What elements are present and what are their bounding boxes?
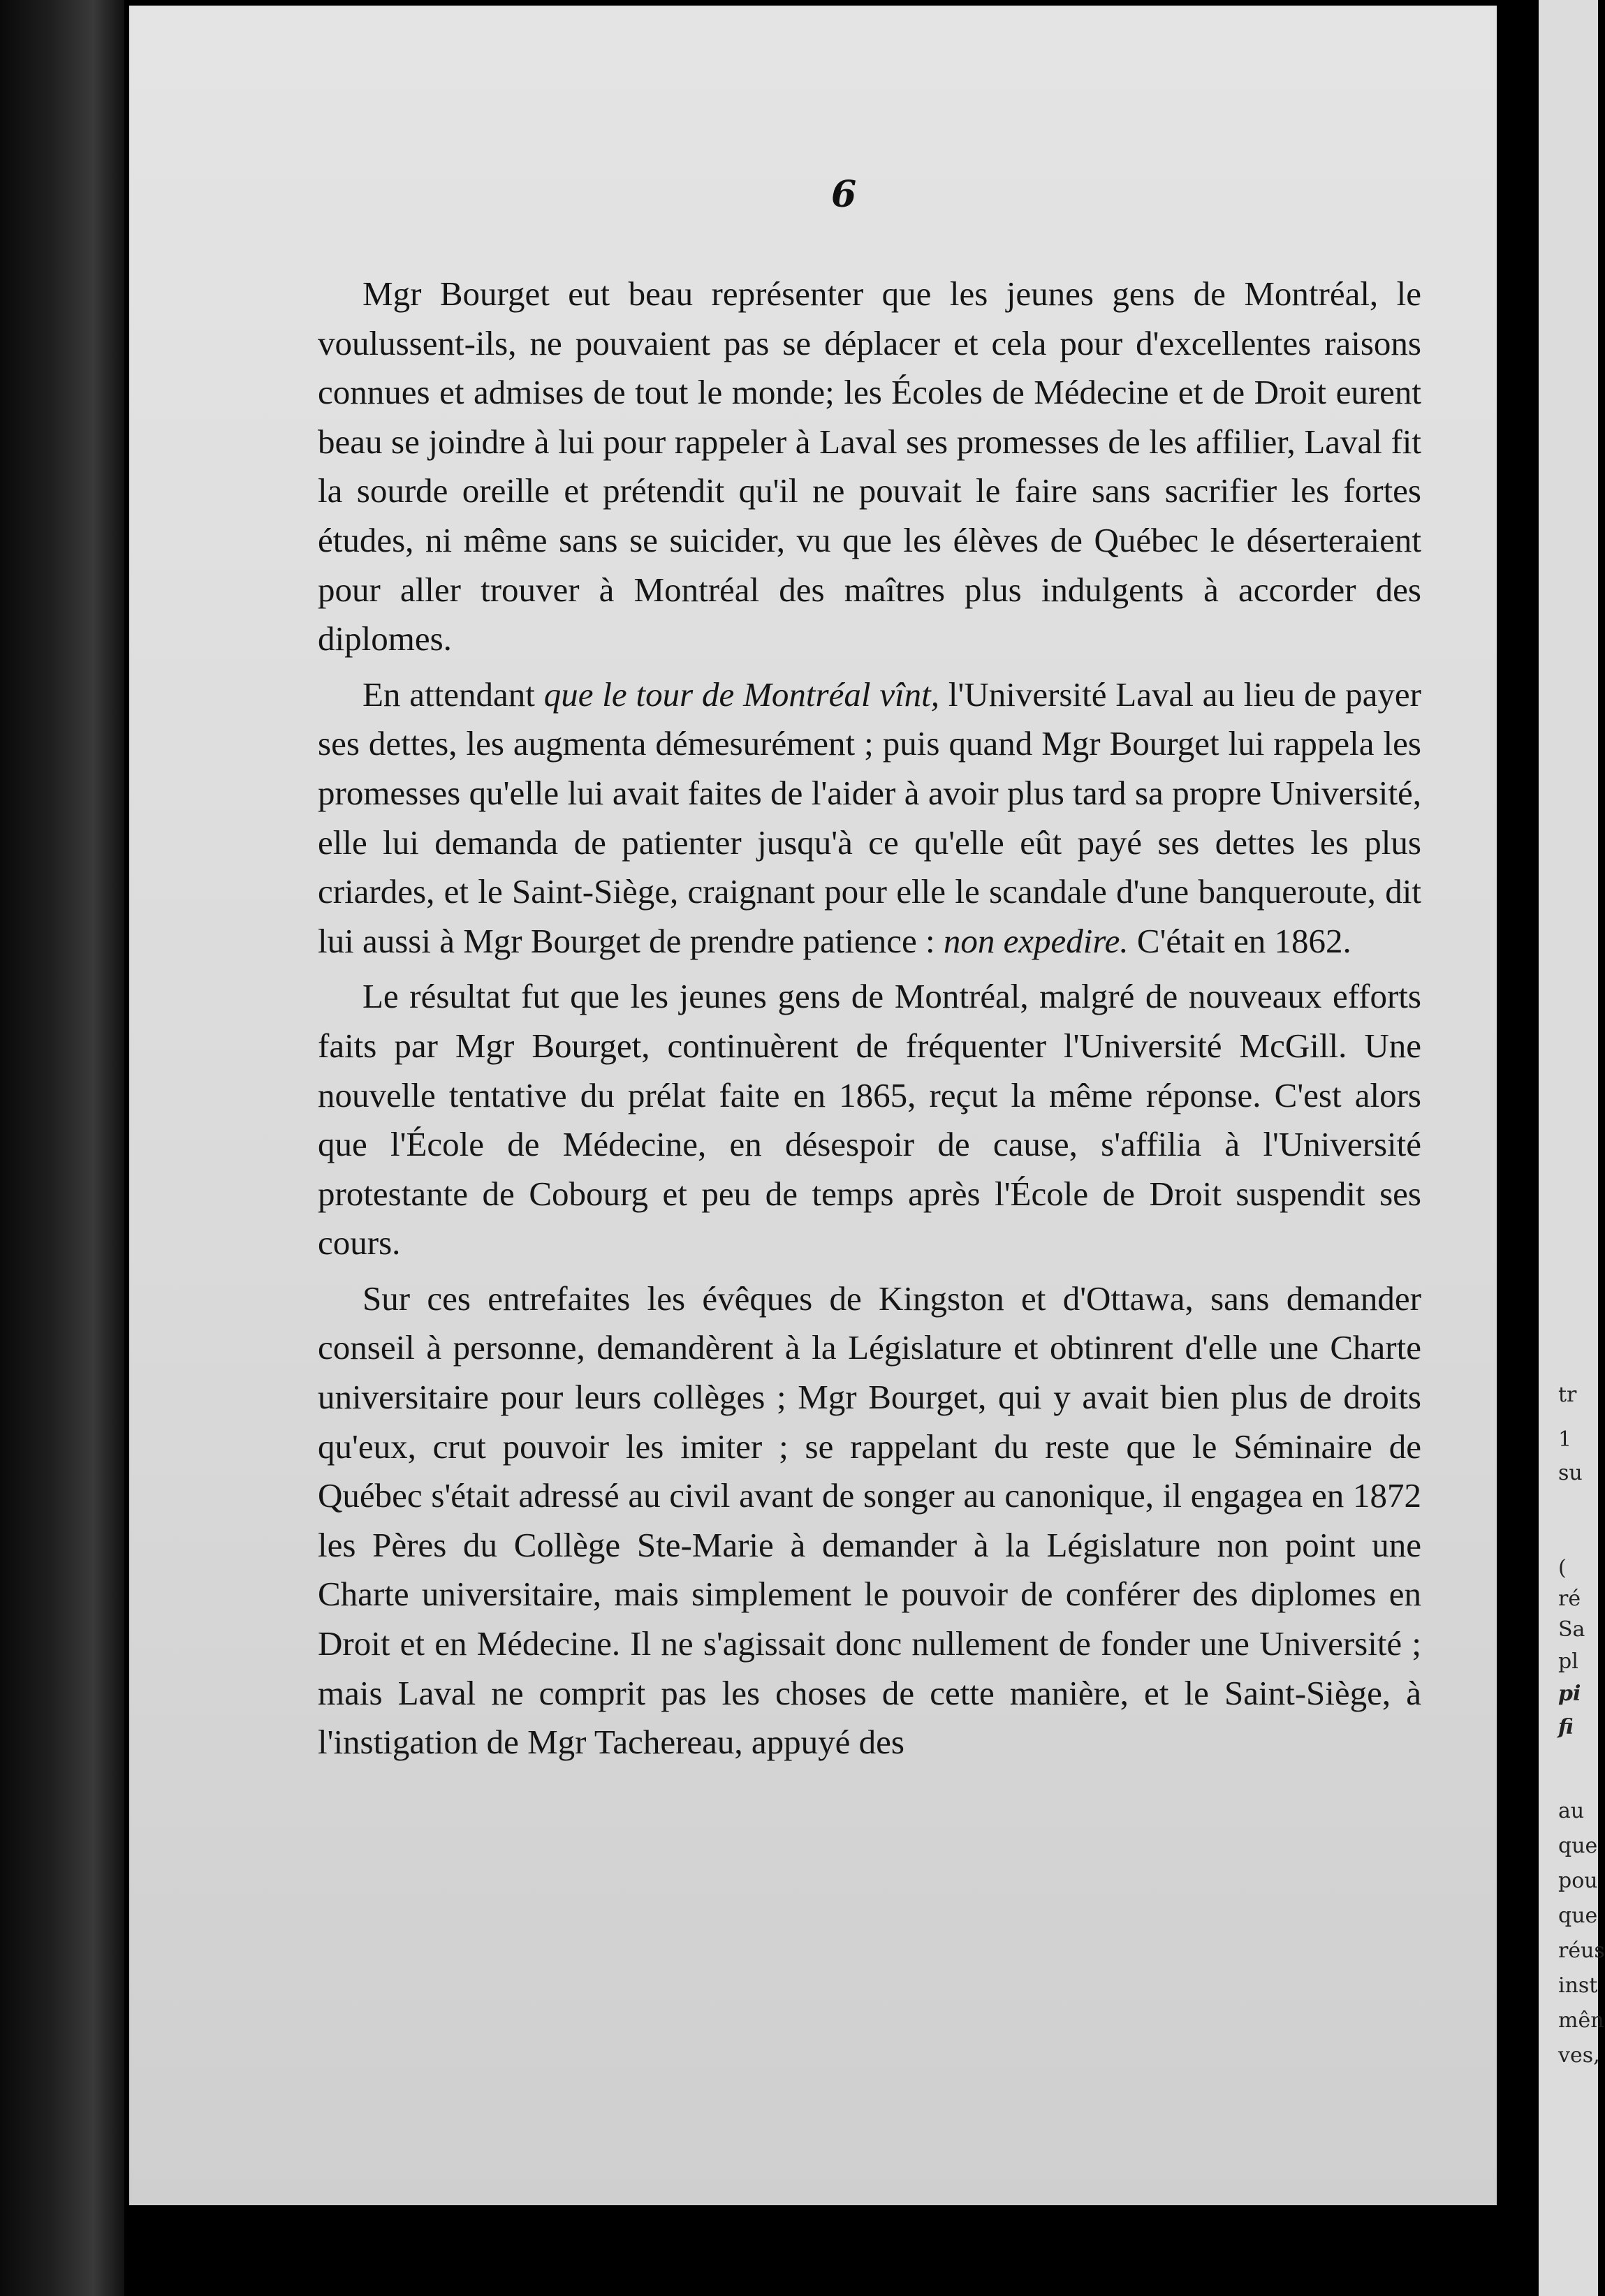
adjacent-page-fragment: pl xyxy=(1558,1649,1578,1674)
adjacent-page-fragment: Sa xyxy=(1558,1617,1585,1642)
adjacent-page-fragment: ves, xyxy=(1558,2043,1600,2068)
page-edge-shadow xyxy=(1497,0,1539,2296)
adjacent-page-fragment: mên xyxy=(1558,2008,1604,2033)
adjacent-page-fragment: au xyxy=(1558,1799,1585,1823)
adjacent-page-fragment: pi xyxy=(1558,1681,1581,1706)
paragraph xyxy=(318,972,1421,1268)
adjacent-page-fragment: tr xyxy=(1558,1383,1577,1407)
paragraph-text: En attendant xyxy=(362,675,544,714)
adjacent-page-fragment: inst xyxy=(1558,1973,1598,1998)
adjacent-page-fragment: réus xyxy=(1558,1938,1605,1963)
paragraph xyxy=(318,270,1421,664)
adjacent-page-fragment: 1 xyxy=(1558,1427,1572,1452)
adjacent-page-fragment: que xyxy=(1558,1834,1598,1858)
book-gutter-shadow xyxy=(0,0,124,2296)
adjacent-page-fragment: fi xyxy=(1558,1715,1574,1739)
adjacent-page-fragment: ( xyxy=(1558,1556,1567,1580)
adjacent-page-fragment: pou xyxy=(1558,1869,1598,1893)
paragraph-text: Le résultat fut que les jeunes gens de Montréal, malgré de nouveaux efforts faits par Mgr Bourget, continuèrent de fréquenter l'Université McGill. Une nouvelle tentative du prélat faite en 1865, reçut la même réponse. C'est alors que l'École de Médecine, en désespoir de cause, s'affilia à l'Université protestante de Cobourg et peu de temps après l'École de Droit suspendit ses cours. xyxy=(318,977,1421,1263)
adjacent-page-edge xyxy=(1539,0,1605,2296)
paragraph xyxy=(318,1274,1421,1767)
paragraph xyxy=(318,670,1421,966)
adjacent-page-fragment: que xyxy=(1558,1904,1598,1928)
adjacent-page-fragment: su xyxy=(1558,1461,1583,1485)
paragraph-text: l'Université Laval au lieu de payer ses dettes, les augmenta démesurément ; puis quand Mgr Bourget lui rappela les promesses qu'elle lui avait faites de l'aider à avoir plus tard sa propre Université, elle lui demanda de patienter jusqu'à ce qu'elle eût payé ses dettes les plus criardes, et le Saint-Siège, craignant pour elle le scandale d'une banqueroute, dit lui aussi à Mgr Bourget de prendre patience : xyxy=(318,675,1421,960)
page-number: 6 xyxy=(831,173,857,216)
paragraph-text: Sur ces entrefaites les évêques de Kingston et d'Ottawa, sans demander conseil à personne, demandèrent à la Législature et obtinrent d'elle une Charte universitaire pour leurs collèges ; Mgr Bourget, qui y avait bien plus de droits qu'eux, crut pouvoir les imiter ; se rappelant du reste que le Séminaire de Québec s'était adressé au civil avant de songer au canonique, il engagea en 1872 les Pères du Collège Ste-Marie à demander à la Législature non point une Charte universitaire, mais simplement le pouvoir de conférer des diplomes en Droit et en Médecine. Il ne s'agissait donc nullement de fonder une Université ; mais Laval ne comprit pas les choses de cette manière, et le Saint-Siège, à l'instigation de Mgr Tachereau, appuyé des xyxy=(318,1279,1421,1762)
adjacent-page-fragment: ré xyxy=(1558,1587,1581,1611)
paragraph-text: Mgr Bourget eut beau représenter que les jeunes gens de Montréal, le voulussent-ils, ne pouvaient pas se déplacer et cela pour d'excellentes raisons connues et admises de tout le monde; les Écoles de Médecine et de Droit eurent beau se joindre à lui pour rappeler à Laval ses promesses de les affilier, Laval fit la sourde oreille et prétendit qu'il ne pouvait le faire sans sacrifier les fortes études, ni même sans se suicider, vu que les élèves de Québec le déserteraient pour aller trouver à Montréal des maîtres plus indulgents à accorder des diplomes. xyxy=(318,274,1421,658)
italic-phrase: que le tour de Montréal vînt, xyxy=(543,675,940,714)
paragraph-text: C'était en 1862. xyxy=(1128,921,1351,960)
body-text xyxy=(318,270,1421,1774)
italic-phrase: non expedire. xyxy=(943,921,1129,960)
